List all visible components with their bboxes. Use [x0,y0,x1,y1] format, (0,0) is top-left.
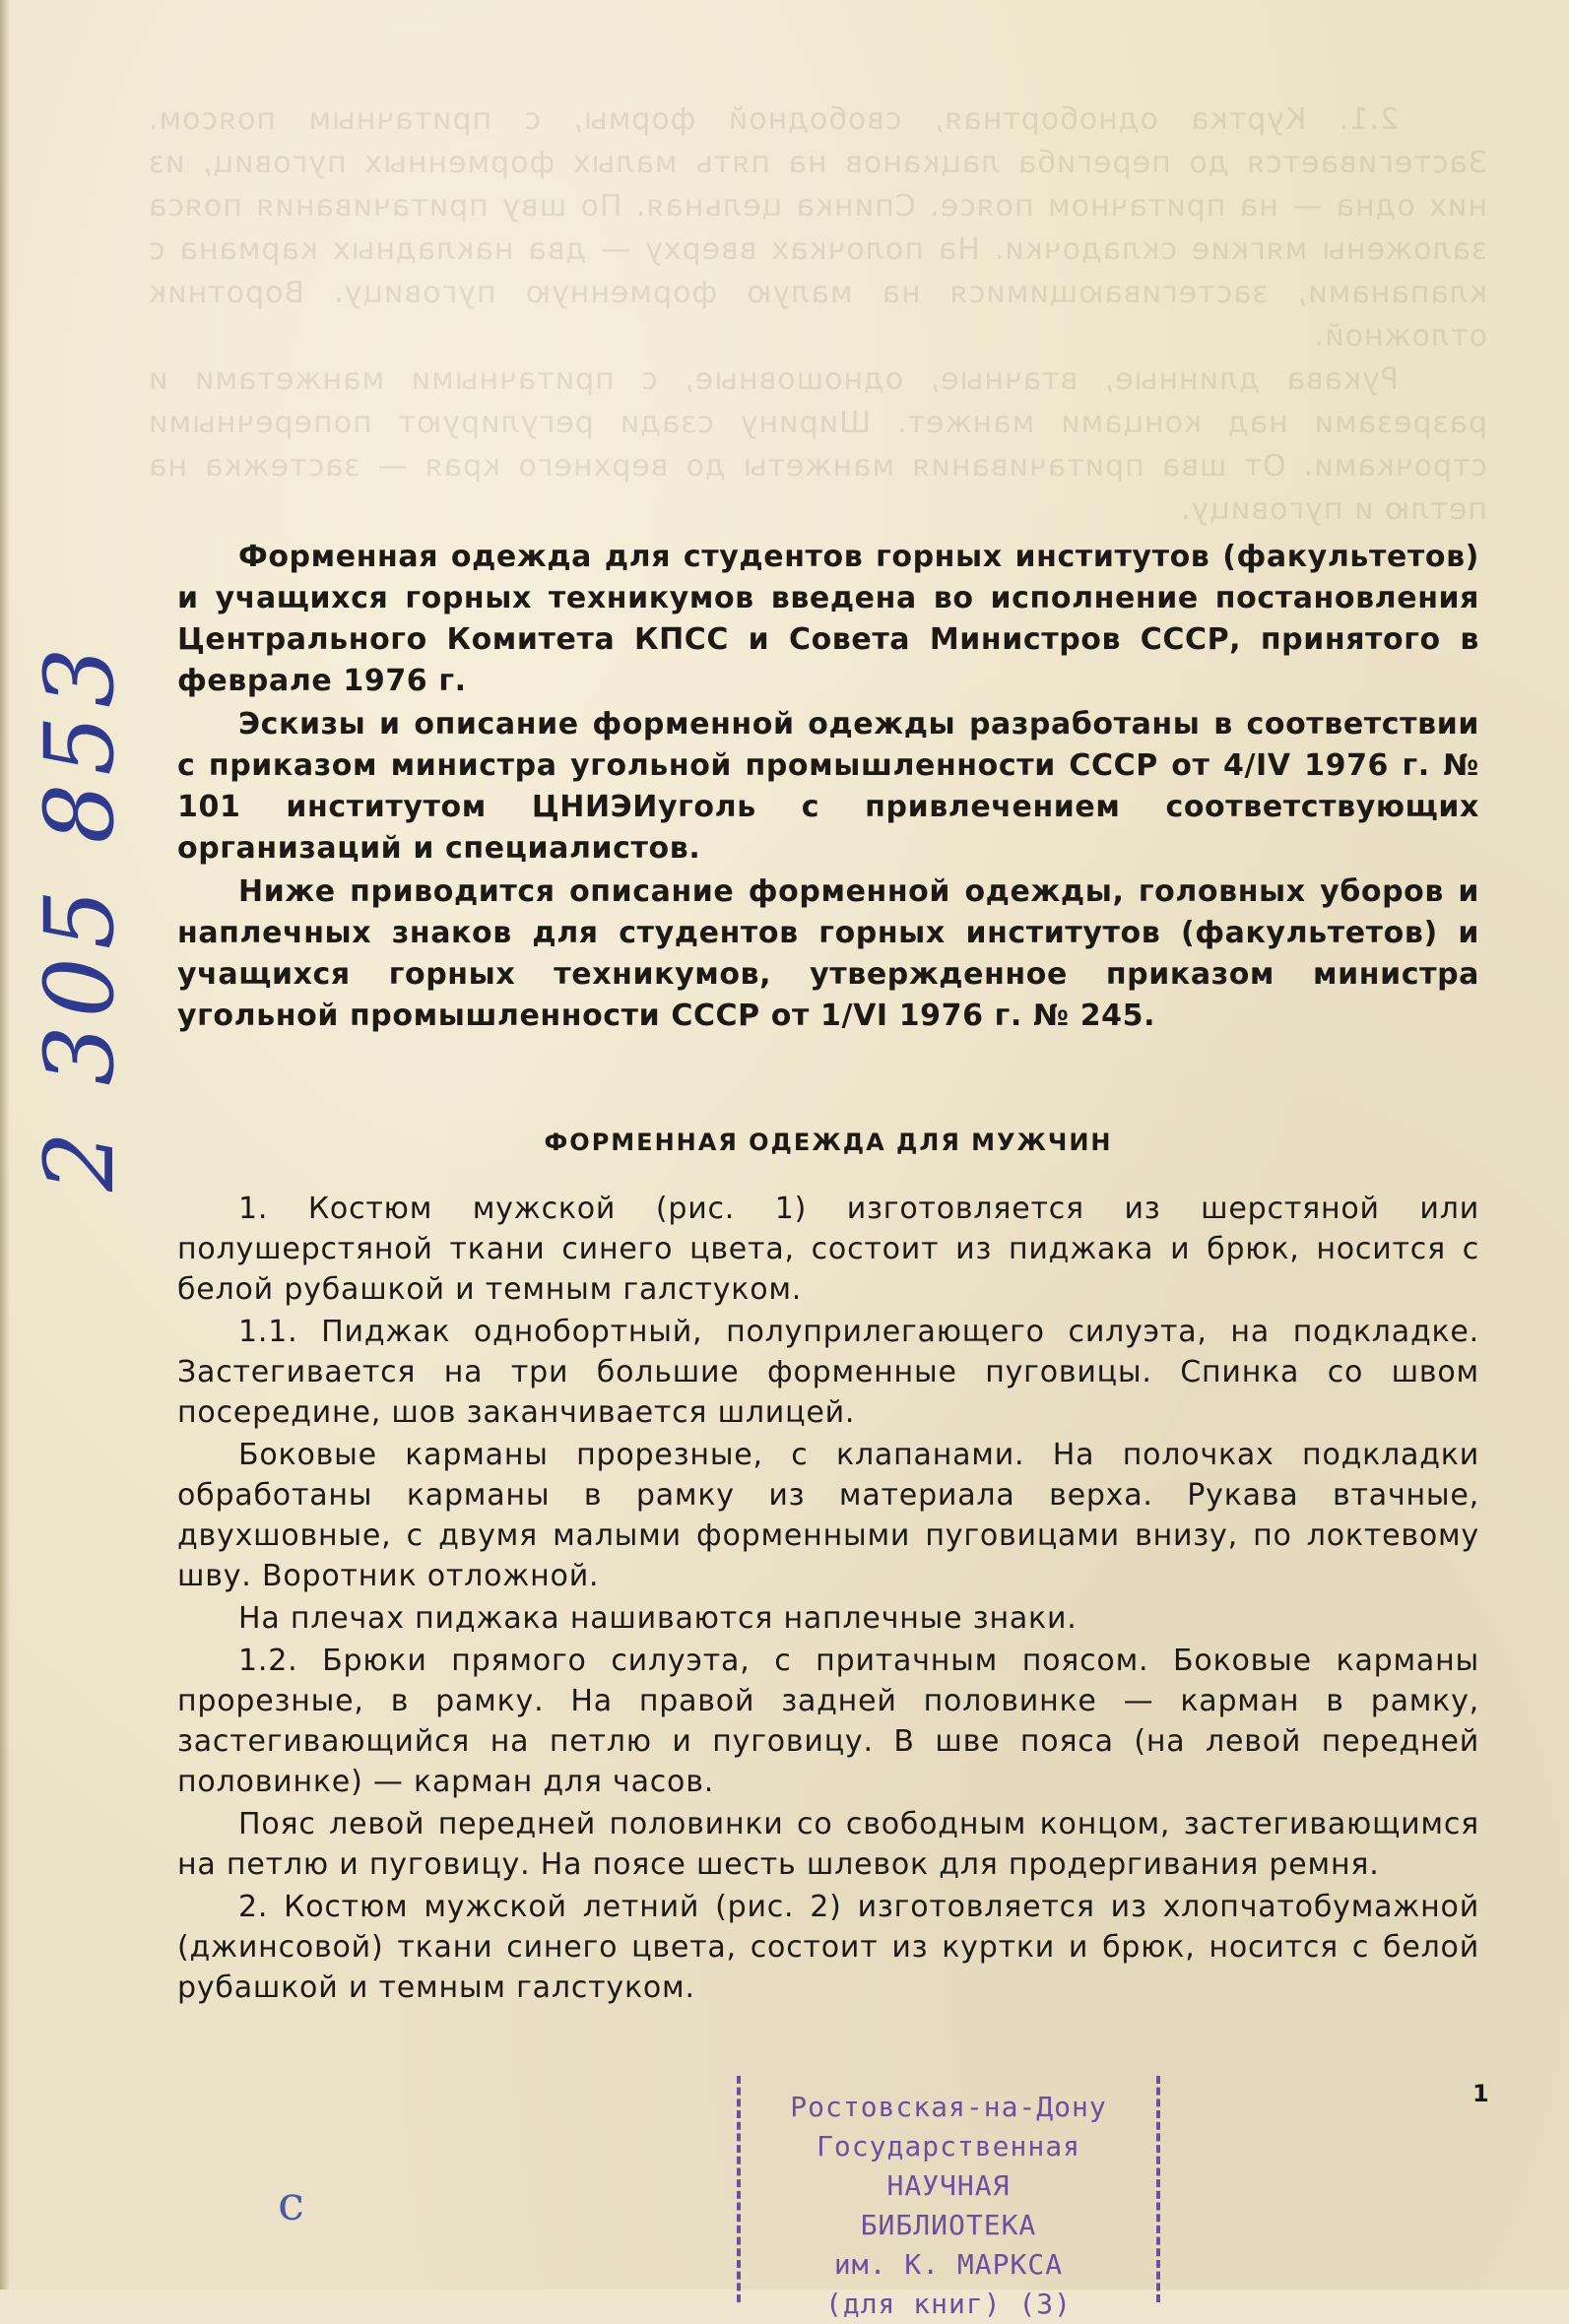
stamp-line-4: БИБЛИОТЕКА [860,2209,1037,2241]
stamp-line-5: им. К. МАРКСА [833,2248,1064,2281]
section-title: ФОРМЕННАЯ ОДЕЖДА ДЛЯ МУЖЧИН [544,1129,1113,1156]
handwritten-pen-mark: c [278,2176,304,2231]
page-number: 1 [1472,2080,1489,2107]
body-paragraph-2: 1.1. Пиджак однобортный, полуприлегающего силуэта, на подкладке. Застегивается на три большие форменные пуговицы. Спинка со швом посередине, шов заканчивается шлицей. [177,1315,1479,1430]
handwritten-inventory-number: 2 305 853 [25,639,135,1192]
body-paragraph-6: Пояс левой передней половинки со свободным концом, застегивающимся на петлю и пуговицу. На поясе шесть шлевок для продергивания ремня. [177,1807,1479,1882]
stamp-line-1: Ростовская-на-Дону [790,2091,1107,2123]
stamp-line-2: Государственная [817,2130,1080,2163]
stamp-line-6: (для книг) (3) [824,2288,1072,2320]
body-paragraph-1: 1. Костюм мужской (рис. 1) изготовляется из шерстяной или полушерстяной ткани синего цвета, состоит из пиджака и брюк, носится с белой рубашкой и темным галстуком. [177,1192,1479,1307]
body-paragraph-7: 2. Костюм мужской летний (рис. 2) изготовляется из хлопчатобумажной (джинсовой) ткани синего цвета, состоит из куртки и брюк, носится с белой рубашкой и темным галстуком. [177,1890,1479,2005]
stamp-line-3: НАУЧНАЯ [886,2169,1011,2202]
body-paragraph-4: На плечах пиджака нашиваются наплечные знаки. [238,1601,1078,1636]
intro-paragraph-2: Эскизы и описание форменной одежды разработаны в соответствии с приказом министра угольной промышленности СССР от 4/IV 1976 г. № 101 институтом ЦНИЭИуголь с привлечением соответствующих организаций и специалистов. [177,707,1479,866]
body-paragraph-5: 1.2. Брюки прямого силуэта, с притачным поясом. Боковые карманы прорезные, в рамку. На правой задней половинке — карман в рамку, застегивающийся на петлю и пуговицу. В шве пояса (на левой передней половинке) — карман для часов. [177,1644,1479,1799]
body-paragraph-3: Боковые карманы прорезные, с клапанами. На полочках подкладки обработаны карманы в рамку из материала верха. Рукава втачные, двухшовные, с двумя малыми форменными пуговицами внизу, по локтевому шву. Воротник отложной. [177,1438,1479,1593]
intro-paragraph-1: Форменная одежда для студентов горных институтов (факультетов) и учащихся горных техникумов введена во исполнение постановления Центрального Комитета КПСС и Совета Министров СССР, принятого в феврале 1976 г. [177,540,1479,698]
intro-section [177,537,1479,1039]
body-section [177,1189,1479,2010]
intro-paragraph-3: Ниже приводится описание форменной одежды, головных уборов и наплечных знаков для студентов горных институтов (факультетов) и учащихся горных техникумов, утвержденное приказом министра угольной промышленности СССР от 1/VI 1976 г. № 245. [177,874,1479,1033]
library-stamp [737,2076,1160,2320]
bleed-through-text: 2.1. Куртка однобортная, свободной формы, с притачным поясом. Застегивается до перегиба лацканов на пять малых форменных пуговиц, из них одна — на притачном поясе. Спинка цельная. По шву притачивания пояса заложены мягкие складочки. На полочках вверху — два накладных кармана с клапанами, застегивающимися на малую форменную пуговицу. Воротник отложной. Рукава длинные, втачные, одношовные, с притачными манжетами и разрезами над концами манжет. Ширину сзади регулируют поперечными строчками. От шва притачивания манжеты до верхнего края — застежка на петлю и пуговицу. [148,102,1487,527]
page-edge-shadow [0,0,10,2290]
